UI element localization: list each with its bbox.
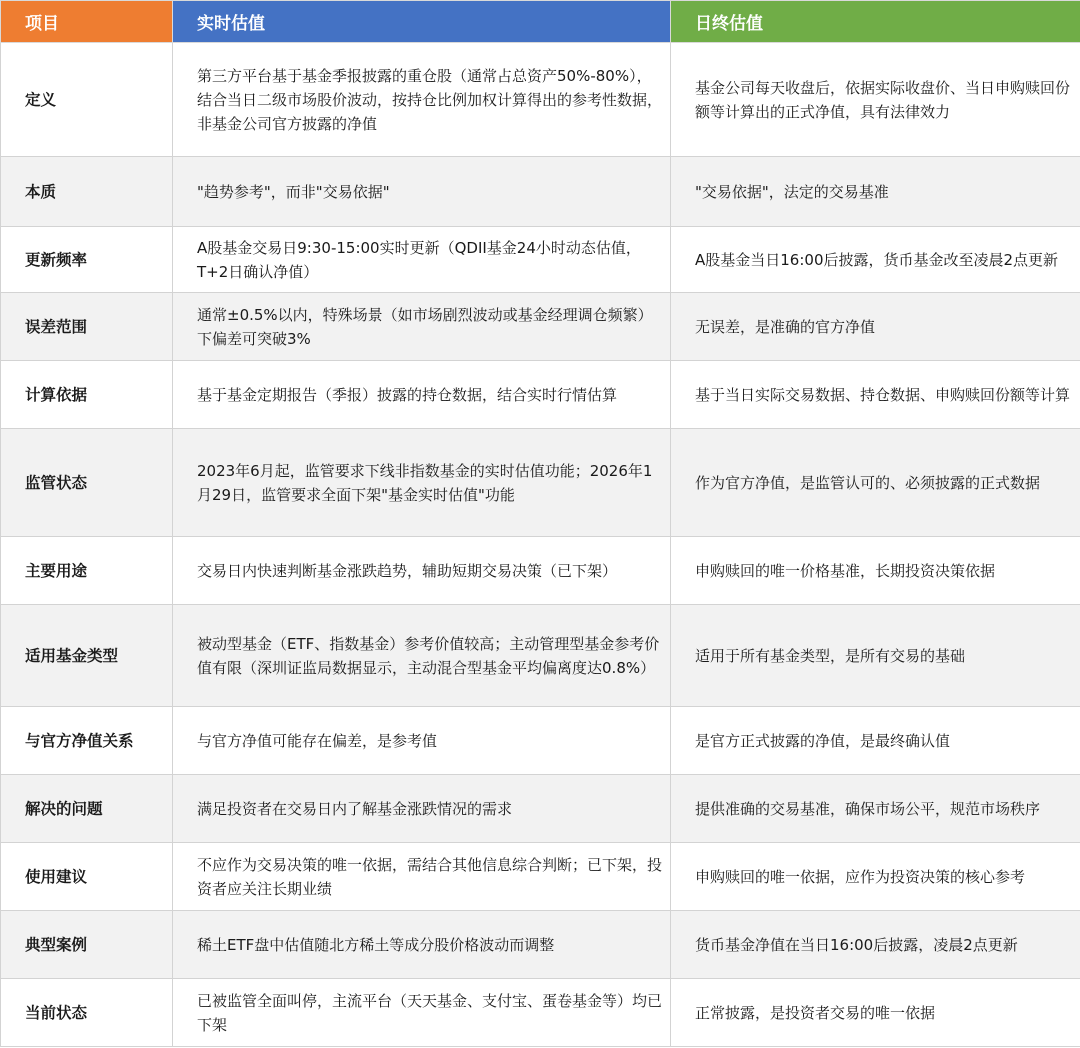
- table-row: [1, 157, 1080, 227]
- row-realtime-text: 满足投资者在交易日内了解基金涨跌情况的需求: [173, 775, 671, 843]
- row-official-text: 基金公司每天收盘后，依据实际收盘价、当日申购赎回份额等计算出的正式净值，具有法律效力: [671, 43, 1080, 157]
- row-item-label: 监管状态: [1, 429, 173, 537]
- table-row: [1, 707, 1080, 775]
- row-item-label: 使用建议: [1, 843, 173, 911]
- table-row: [1, 605, 1080, 707]
- row-realtime-text: 稀土ETF盘中估值随北方稀土等成分股价格波动而调整: [173, 911, 671, 979]
- row-realtime-text: 交易日内快速判断基金涨跌趋势，辅助短期交易决策（已下架）: [173, 537, 671, 605]
- row-item-label: 误差范围: [1, 293, 173, 361]
- row-realtime-text: 不应作为交易决策的唯一依据，需结合其他信息综合判断；已下架，投资者应关注长期业绩: [173, 843, 671, 911]
- table-row: [1, 979, 1080, 1047]
- row-realtime-text: 被动型基金（ETF、指数基金）参考价值较高；主动管理型基金参考价值有限（深圳证监局数据显示，主动混合型基金平均偏离度达0.8%）: [173, 605, 671, 707]
- row-realtime-text: 2023年6月起，监管要求下线非指数基金的实时估值功能；2026年1月29日，监管要求全面下架"基金实时估值"功能: [173, 429, 671, 537]
- header-end-of-day-valuation: 日终估值: [671, 1, 1080, 43]
- row-realtime-text: A股基金交易日9:30-15:00实时更新（QDII基金24小时动态估值，T+2日确认净值）: [173, 227, 671, 293]
- row-item-label: 计算依据: [1, 361, 173, 429]
- row-item-label: 适用基金类型: [1, 605, 173, 707]
- header-item: 项目: [1, 1, 173, 43]
- row-realtime-text: 与官方净值可能存在偏差，是参考值: [173, 707, 671, 775]
- row-item-label: 解决的问题: [1, 775, 173, 843]
- table-row: [1, 227, 1080, 293]
- row-item-label: 主要用途: [1, 537, 173, 605]
- row-item-label: 本质: [1, 157, 173, 227]
- header-row: [1, 1, 1080, 43]
- row-official-text: 作为官方净值，是监管认可的、必须披露的正式数据: [671, 429, 1080, 537]
- row-official-text: 申购赎回的唯一依据，应作为投资决策的核心参考: [671, 843, 1080, 911]
- table-row: [1, 293, 1080, 361]
- row-official-text: 是官方正式披露的净值，是最终确认值: [671, 707, 1080, 775]
- table-row: [1, 43, 1080, 157]
- row-official-text: A股基金当日16:00后披露，货币基金改至凌晨2点更新: [671, 227, 1080, 293]
- row-realtime-text: 已被监管全面叫停，主流平台（天天基金、支付宝、蛋卷基金等）均已下架: [173, 979, 671, 1047]
- table-row: [1, 911, 1080, 979]
- row-item-label: 与官方净值关系: [1, 707, 173, 775]
- table-row: [1, 537, 1080, 605]
- row-official-text: 货币基金净值在当日16:00后披露，凌晨2点更新: [671, 911, 1080, 979]
- table-row: [1, 843, 1080, 911]
- row-item-label: 更新频率: [1, 227, 173, 293]
- row-realtime-text: 通常±0.5%以内，特殊场景（如市场剧烈波动或基金经理调仓频繁）下偏差可突破3%: [173, 293, 671, 361]
- row-official-text: 基于当日实际交易数据、持仓数据、申购赎回份额等计算: [671, 361, 1080, 429]
- row-realtime-text: "趋势参考"，而非"交易依据": [173, 157, 671, 227]
- row-official-text: 提供准确的交易基准，确保市场公平，规范市场秩序: [671, 775, 1080, 843]
- table-row: [1, 361, 1080, 429]
- row-official-text: 无误差，是准确的官方净值: [671, 293, 1080, 361]
- row-official-text: "交易依据"，法定的交易基准: [671, 157, 1080, 227]
- row-realtime-text: 第三方平台基于基金季报披露的重仓股（通常占总资产50%-80%），结合当日二级市场股价波动，按持仓比例加权计算得出的参考性数据，非基金公司官方披露的净值: [173, 43, 671, 157]
- row-official-text: 适用于所有基金类型，是所有交易的基础: [671, 605, 1080, 707]
- table-row: [1, 775, 1080, 843]
- row-item-label: 典型案例: [1, 911, 173, 979]
- row-item-label: 定义: [1, 43, 173, 157]
- header-realtime-valuation: 实时估值: [173, 1, 671, 43]
- row-item-label: 当前状态: [1, 979, 173, 1047]
- row-official-text: 正常披露，是投资者交易的唯一依据: [671, 979, 1080, 1047]
- row-realtime-text: 基于基金定期报告（季报）披露的持仓数据，结合实时行情估算: [173, 361, 671, 429]
- row-official-text: 申购赎回的唯一价格基准，长期投资决策依据: [671, 537, 1080, 605]
- table-row: [1, 429, 1080, 537]
